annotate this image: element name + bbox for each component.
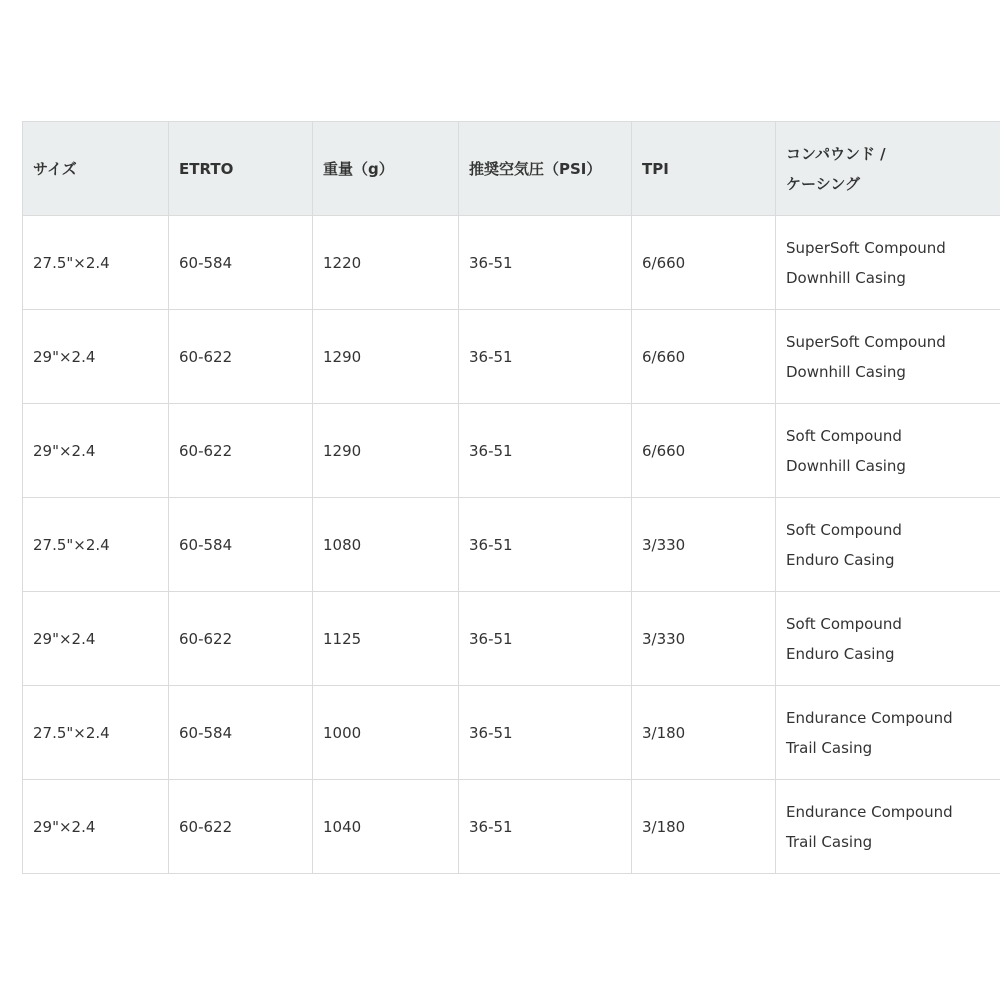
cell-compound-casing — [776, 404, 1000, 498]
table-row — [23, 498, 1000, 592]
cell-weight: 1080 — [313, 498, 459, 592]
header-tpi: TPI — [632, 122, 776, 216]
cell-size: 27.5"×2.4 — [23, 686, 169, 780]
cell-compound-casing — [776, 310, 1000, 404]
cell-pressure: 36-51 — [459, 216, 632, 310]
cell-size: 29"×2.4 — [23, 780, 169, 874]
cell-size: 27.5"×2.4 — [23, 216, 169, 310]
tire-spec-table — [22, 121, 1000, 874]
cell-pressure: 36-51 — [459, 592, 632, 686]
header-pressure: 推奨空気圧（PSI） — [459, 122, 632, 216]
cell-casing: Trail Casing — [786, 738, 873, 757]
cell-casing: Downhill Casing — [786, 362, 906, 381]
table-row — [23, 404, 1000, 498]
cell-size: 27.5"×2.4 — [23, 498, 169, 592]
cell-compound: Endurance Compound — [786, 802, 953, 821]
cell-compound: Soft Compound — [786, 426, 902, 445]
table-row — [23, 216, 1000, 310]
header-row — [23, 122, 1000, 216]
cell-tpi: 3/330 — [632, 498, 776, 592]
cell-etrto: 60-584 — [169, 686, 313, 780]
cell-casing: Enduro Casing — [786, 644, 895, 663]
cell-etrto: 60-622 — [169, 780, 313, 874]
cell-weight: 1290 — [313, 404, 459, 498]
cell-etrto: 60-622 — [169, 310, 313, 404]
cell-casing: Downhill Casing — [786, 456, 906, 475]
cell-size: 29"×2.4 — [23, 310, 169, 404]
table-header — [23, 122, 1000, 216]
cell-compound-casing — [776, 498, 1000, 592]
cell-tpi: 3/180 — [632, 686, 776, 780]
cell-pressure: 36-51 — [459, 780, 632, 874]
cell-compound: Soft Compound — [786, 614, 902, 633]
cell-pressure: 36-51 — [459, 498, 632, 592]
cell-compound-casing — [776, 686, 1000, 780]
cell-weight: 1125 — [313, 592, 459, 686]
cell-tpi: 3/330 — [632, 592, 776, 686]
cell-casing: Downhill Casing — [786, 268, 906, 287]
cell-compound: SuperSoft Compound — [786, 238, 946, 257]
cell-pressure: 36-51 — [459, 310, 632, 404]
table-row — [23, 310, 1000, 404]
cell-compound-casing — [776, 216, 1000, 310]
table-row — [23, 686, 1000, 780]
cell-compound: SuperSoft Compound — [786, 332, 946, 351]
cell-compound: Endurance Compound — [786, 708, 953, 727]
cell-etrto: 60-622 — [169, 404, 313, 498]
header-compound-label: コンパウンド / — [786, 144, 886, 163]
cell-compound-casing — [776, 592, 1000, 686]
header-etrto: ETRTO — [169, 122, 313, 216]
cell-etrto: 60-584 — [169, 498, 313, 592]
cell-etrto: 60-584 — [169, 216, 313, 310]
cell-weight: 1290 — [313, 310, 459, 404]
cell-weight: 1000 — [313, 686, 459, 780]
table-row — [23, 592, 1000, 686]
cell-casing: Trail Casing — [786, 832, 873, 851]
cell-tpi: 6/660 — [632, 310, 776, 404]
cell-size: 29"×2.4 — [23, 592, 169, 686]
cell-tpi: 6/660 — [632, 216, 776, 310]
cell-compound: Soft Compound — [786, 520, 902, 539]
cell-tpi: 6/660 — [632, 404, 776, 498]
table-row — [23, 780, 1000, 874]
header-compound-casing — [776, 122, 1000, 216]
cell-tpi: 3/180 — [632, 780, 776, 874]
cell-etrto: 60-622 — [169, 592, 313, 686]
cell-size: 29"×2.4 — [23, 404, 169, 498]
cell-pressure: 36-51 — [459, 404, 632, 498]
cell-casing: Enduro Casing — [786, 550, 895, 569]
cell-compound-casing — [776, 780, 1000, 874]
header-weight: 重量（g） — [313, 122, 459, 216]
header-casing-label: ケーシング — [786, 174, 861, 193]
cell-weight: 1220 — [313, 216, 459, 310]
cell-weight: 1040 — [313, 780, 459, 874]
header-size: サイズ — [23, 122, 169, 216]
table-body — [23, 216, 1000, 874]
cell-pressure: 36-51 — [459, 686, 632, 780]
